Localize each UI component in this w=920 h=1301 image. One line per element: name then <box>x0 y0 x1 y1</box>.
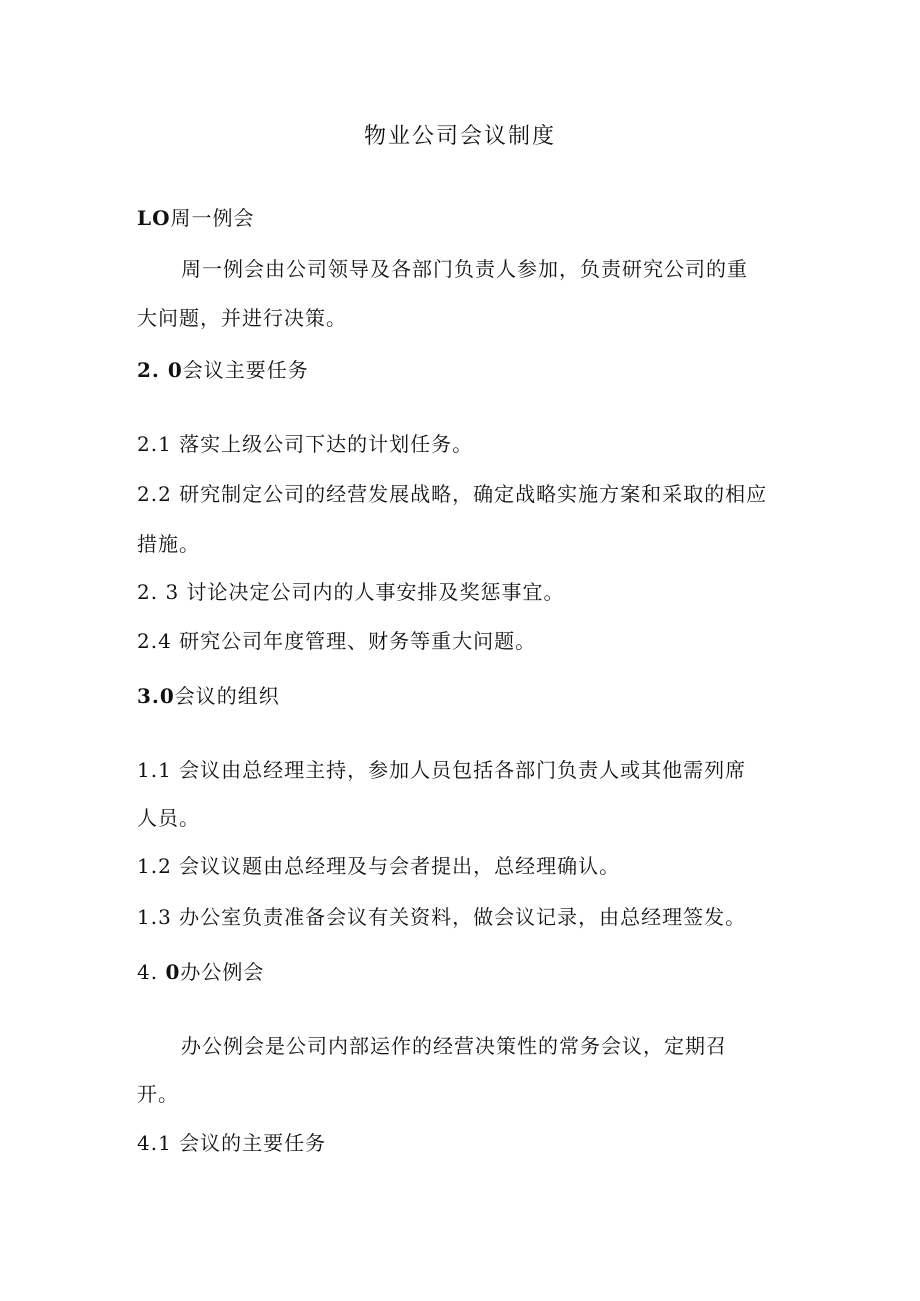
list-item: 1.3 办公室负责准备会议有关资料，做会议记录，由总经理签发。 <box>137 905 747 929</box>
paragraph-line: 办公例会是公司内部运作的经营决策性的常务会议，定期召 <box>181 1034 727 1058</box>
list-item: 1.1 会议由总经理主持，参加人员包括各部门负责人或其他需列席 <box>137 758 747 782</box>
paragraph-line: 开。 <box>137 1082 179 1106</box>
section-heading-4: 4. 0办公例会 <box>137 960 265 984</box>
list-item: 2.4 研究公司年度管理、财务等重大问题。 <box>137 629 537 653</box>
section-heading-3: 3.0会议的组织 <box>137 684 280 708</box>
paragraph-line: 大问题，并进行决策。 <box>137 306 347 330</box>
list-item: 2.1 落实上级公司下达的计划任务。 <box>137 432 474 456</box>
section-heading-2: 2. 0会议主要任务 <box>137 358 309 382</box>
list-item: 2. 3 讨论决定公司内的人事安排及奖惩事宜。 <box>137 580 565 604</box>
page-title: 物业公司会议制度 <box>363 124 556 149</box>
section-heading-1: LO周一例会 <box>137 206 255 230</box>
list-item: 1.2 会议议题由总经理及与会者提出，总经理确认。 <box>137 854 621 878</box>
list-item: 2.2 研究制定公司的经营发展战略，确定战略实施方案和采取的相应 <box>137 482 768 506</box>
list-item-continuation: 措施。 <box>137 532 200 556</box>
paragraph-line: 周一例会由公司领导及各部门负责人参加，负责研究公司的重 <box>181 257 748 281</box>
list-item: 4.1 会议的主要任务 <box>137 1131 327 1155</box>
list-item-continuation: 人员。 <box>137 806 200 830</box>
